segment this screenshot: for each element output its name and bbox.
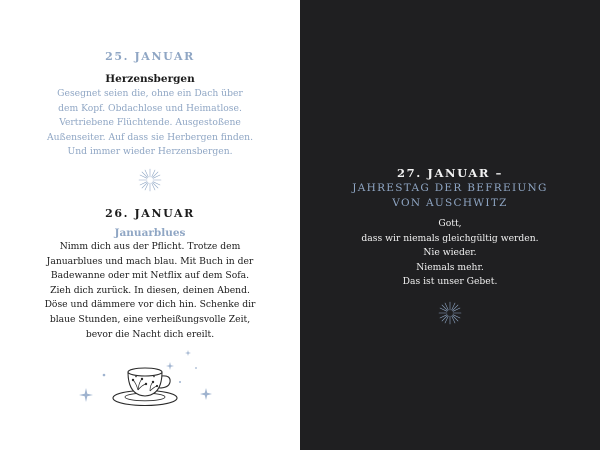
- entry-date-25-januar: 25. JANUAR: [105, 50, 195, 63]
- text-line: Außenseiter. Auf dass sie Herbergen finden.: [47, 131, 253, 143]
- text-line: Nie wieder.: [423, 247, 477, 259]
- text-line: Januarblues und mach blau. Mit Buch in der: [46, 255, 254, 267]
- text-line: Nimm dich aus der Pflicht. Trotze dem: [59, 241, 241, 252]
- entry-subtitle-auschwitz: [300, 181, 600, 211]
- text-line: Und immer wieder Herzensbergen.: [67, 146, 233, 158]
- text-line: Gott,: [438, 218, 462, 229]
- entry-body-herzensbergen: [0, 87, 300, 160]
- sparkle-burst-icon: [438, 301, 462, 325]
- entry-body-prayer: [300, 217, 600, 290]
- right-page: [300, 0, 600, 450]
- text-line: Das ist unser Gebet.: [402, 276, 498, 288]
- text-line: Vertriebene Flüchtende. Ausgestoßene: [59, 117, 241, 129]
- entry-date-26-januar: 26. JANUAR: [105, 207, 195, 220]
- text-line: Badewanne oder mit Netflix auf dem Sofa.: [50, 270, 250, 282]
- text-line: dem Kopf. Obdachlose und Heimatlose.: [58, 102, 242, 114]
- text-line: blaue Stunden, eine verheißungsvolle Zeit,: [49, 313, 251, 325]
- entry-title-januarblues: Januarblues: [114, 227, 186, 239]
- entry-body-januarblues: [0, 240, 300, 342]
- subtitle-line: JAHRESTAG DER BEFREIUNG: [352, 182, 548, 194]
- sparkle-burst-icon: [138, 168, 162, 192]
- teacup-with-stars-icon: [72, 348, 232, 420]
- subtitle-line: VON AUSCHWITZ: [392, 197, 508, 209]
- entry-title-herzensbergen: Herzensbergen: [105, 73, 195, 85]
- text-line: Zieh dich zurück. In diesen, deinen Abend.: [50, 284, 250, 296]
- text-line: Niemals mehr.: [416, 261, 484, 273]
- text-line: bevor die Nacht dich ereilt.: [85, 328, 215, 340]
- text-line: Gesegnet seien die, ohne ein Dach über: [57, 88, 243, 99]
- text-line: dass wir niemals gleichgültig werden.: [361, 232, 539, 244]
- text-line: Döse und dämmere vor dich hin. Schenke dir: [44, 299, 256, 311]
- entry-date-27-januar: 27. JANUAR –: [397, 166, 503, 180]
